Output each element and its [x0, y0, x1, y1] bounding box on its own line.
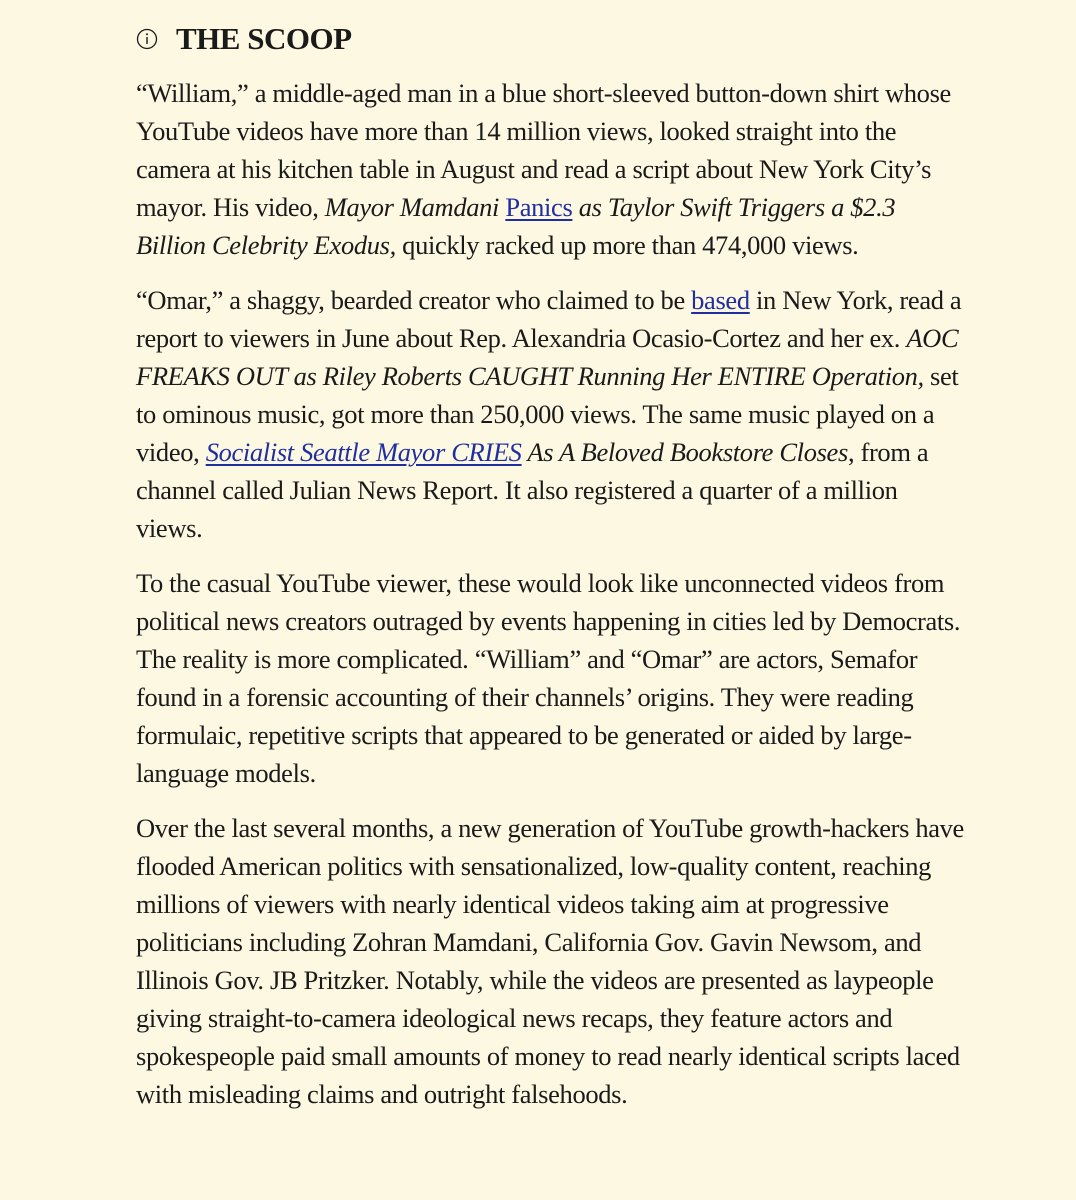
p2-video-title-aoc: AOC FREAKS OUT as Riley Roberts CAUGHT Running Her ENTIRE Operation, — [136, 323, 959, 391]
p2-video-title-bookstore: As A Beloved Bookstore Closes — [521, 437, 848, 467]
section-title: THE SCOOP — [176, 21, 352, 56]
p2-text-f: , from a channel called Julian News Report. It also registered a quarter of a million views. — [136, 437, 929, 543]
paragraph-1 — [136, 74, 966, 264]
info-icon — [136, 28, 158, 50]
based-link[interactable]: based — [691, 285, 750, 315]
paragraph-4: Over the last several months, a new generation of YouTube growth-hackers have flooded American politics with sensationalized, low-quality content, reaching millions of viewers with nearly identical videos taking aim at progressive politicians including Zohran Mamdani, California Gov. Gavin Newsom, and Illinois Gov. JB Pritzker. Notably, while the videos are presented as laypeople giving straight-to-camera ideological news recaps, they feature actors and spokespeople paid small amounts of money to read nearly identical scripts laced with misleading claims and outright falsehoods. — [136, 813, 964, 1109]
section-header — [136, 18, 966, 60]
p1-video-title-a: Mayor Mamdani — [324, 192, 506, 222]
p1-text-a: “William,” a middle-aged man in a blue short-sleeved button-down shirt whose YouTube videos have more than 14 million views, looked straight into the camera at his kitchen table in August and read a script about New York City’s mayor. His video, — [136, 78, 951, 222]
p2-text-a: “Omar,” a shaggy, bearded creator who claimed to be — [136, 285, 692, 315]
seattle-mayor-link[interactable]: Socialist Seattle Mayor CRIES — [205, 437, 522, 467]
paragraph-3: To the casual YouTube viewer, these would look like unconnected videos from political news creators outraged by events happening in cities led by Democrats. The reality is more complicated. “William” and “Omar” are actors, Semafor found in a forensic accounting of their channels’ origins. They were reading formulaic, repetitive scripts that appeared to be generated or aided by large-language models. — [136, 568, 961, 788]
paragraph-2 — [136, 281, 966, 547]
article — [136, 18, 966, 1130]
p2-text-b: in New York, read a report to viewers in June about Rep. Alexandria Ocasio-Cortez and her ex. — [136, 285, 962, 353]
p1-video-title-b: as Taylor Swift Triggers a $2.3 Billion Celebrity Exodus, — [136, 192, 896, 260]
p2-text-d: set to ominous music, got more than 250,000 views. The same music played on a video, — [136, 361, 959, 467]
p1-text-d: quickly racked up more than 474,000 views. — [395, 230, 859, 260]
panics-link[interactable]: Panics — [505, 192, 573, 222]
